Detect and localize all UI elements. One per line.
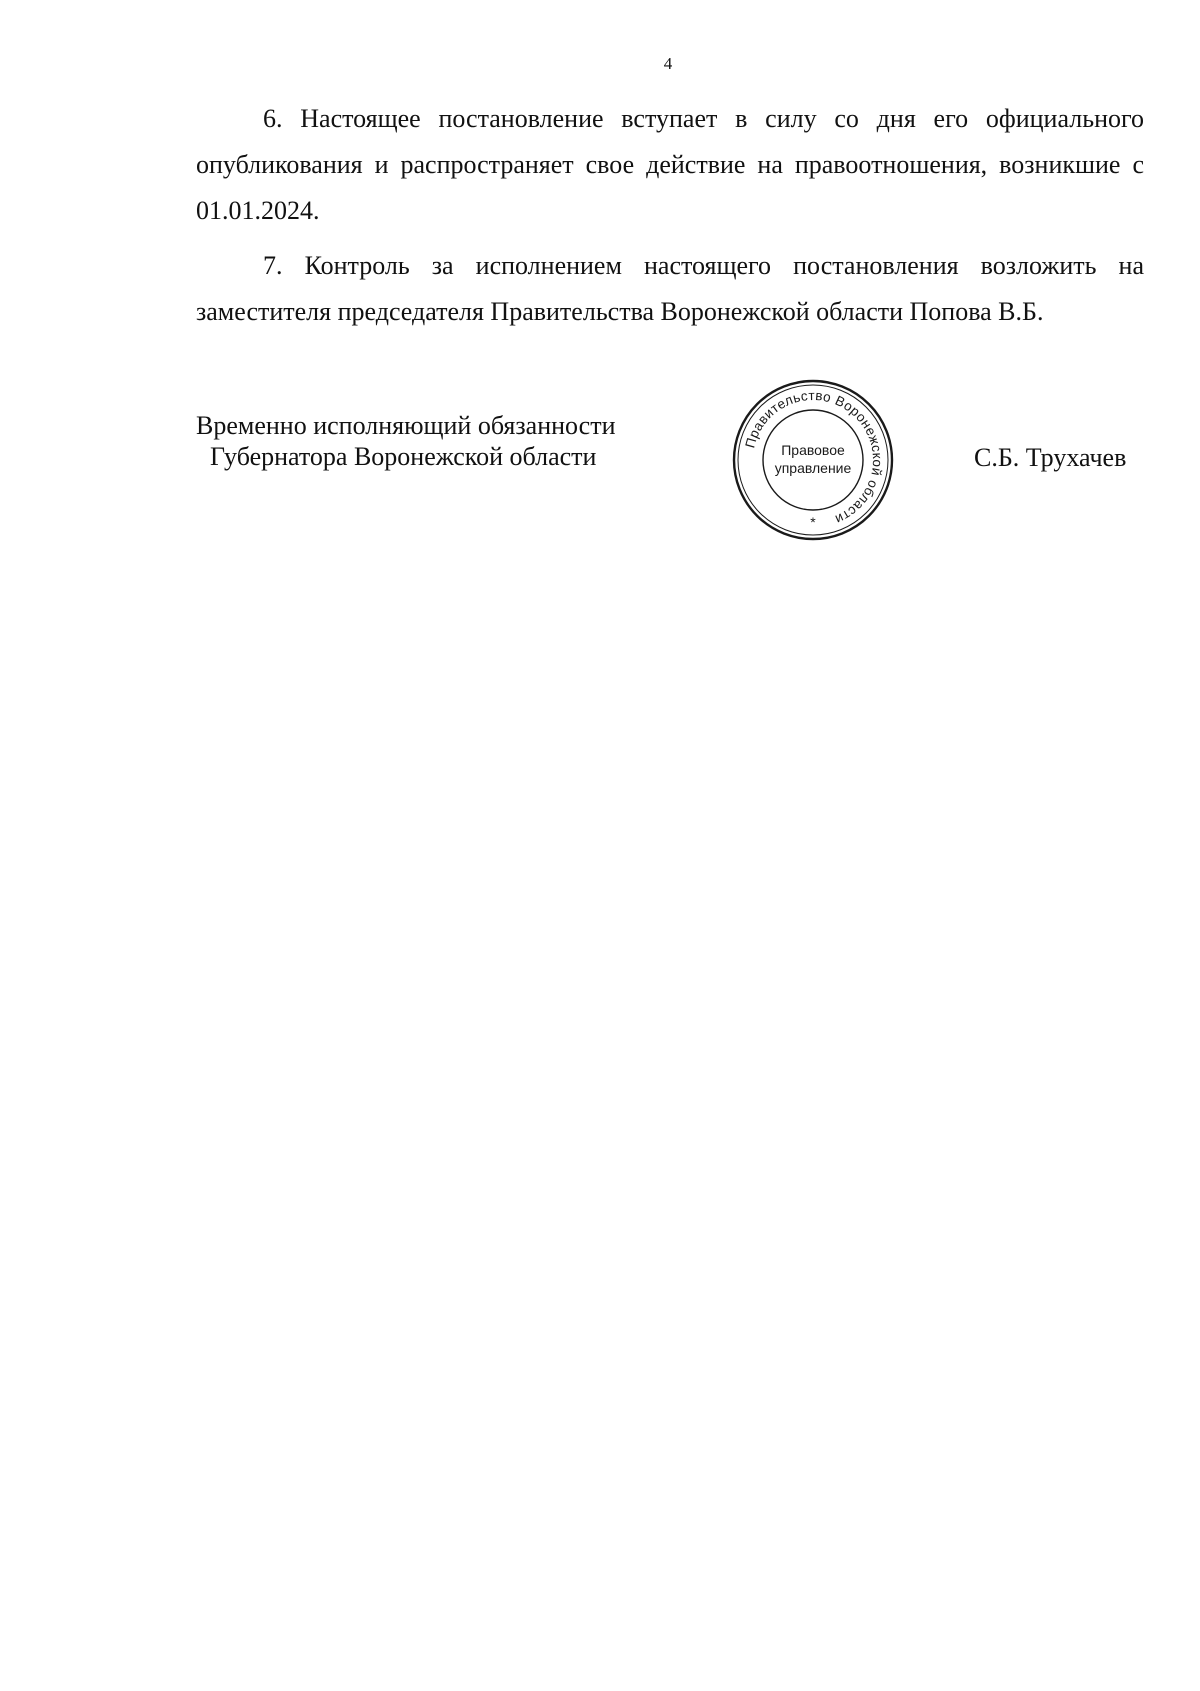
- paragraph-7: 7. Контроль за исполнением настоящего постановления возложить на заместителя председателя Правительства Воронежской области Попова В.Б.: [196, 251, 1144, 326]
- seal-ring-textpath: Правительство Воронежской области: [742, 387, 886, 528]
- seal-star: *: [810, 514, 816, 530]
- signatory-position: [196, 410, 616, 472]
- signatory-name: С.Б. Трухачев: [974, 443, 1127, 472]
- page-number: 4: [663, 54, 673, 73]
- official-seal-stamp: [728, 375, 898, 545]
- seal-center-line-2: управление: [774, 460, 852, 476]
- signatory-position-line-2: Губернатора Воронежской области: [210, 442, 597, 471]
- seal-center-line-1: Правовое: [781, 442, 845, 458]
- signatory-position-line-1: Временно исполняющий обязанности: [196, 411, 616, 440]
- seal-graphic: [728, 375, 898, 545]
- paragraph-6: 6. Настоящее постановление вступает в силу со дня его официального опубликования и распространяет свое действие на правоотношения, возникшие с 01.01.2024.: [196, 104, 1144, 225]
